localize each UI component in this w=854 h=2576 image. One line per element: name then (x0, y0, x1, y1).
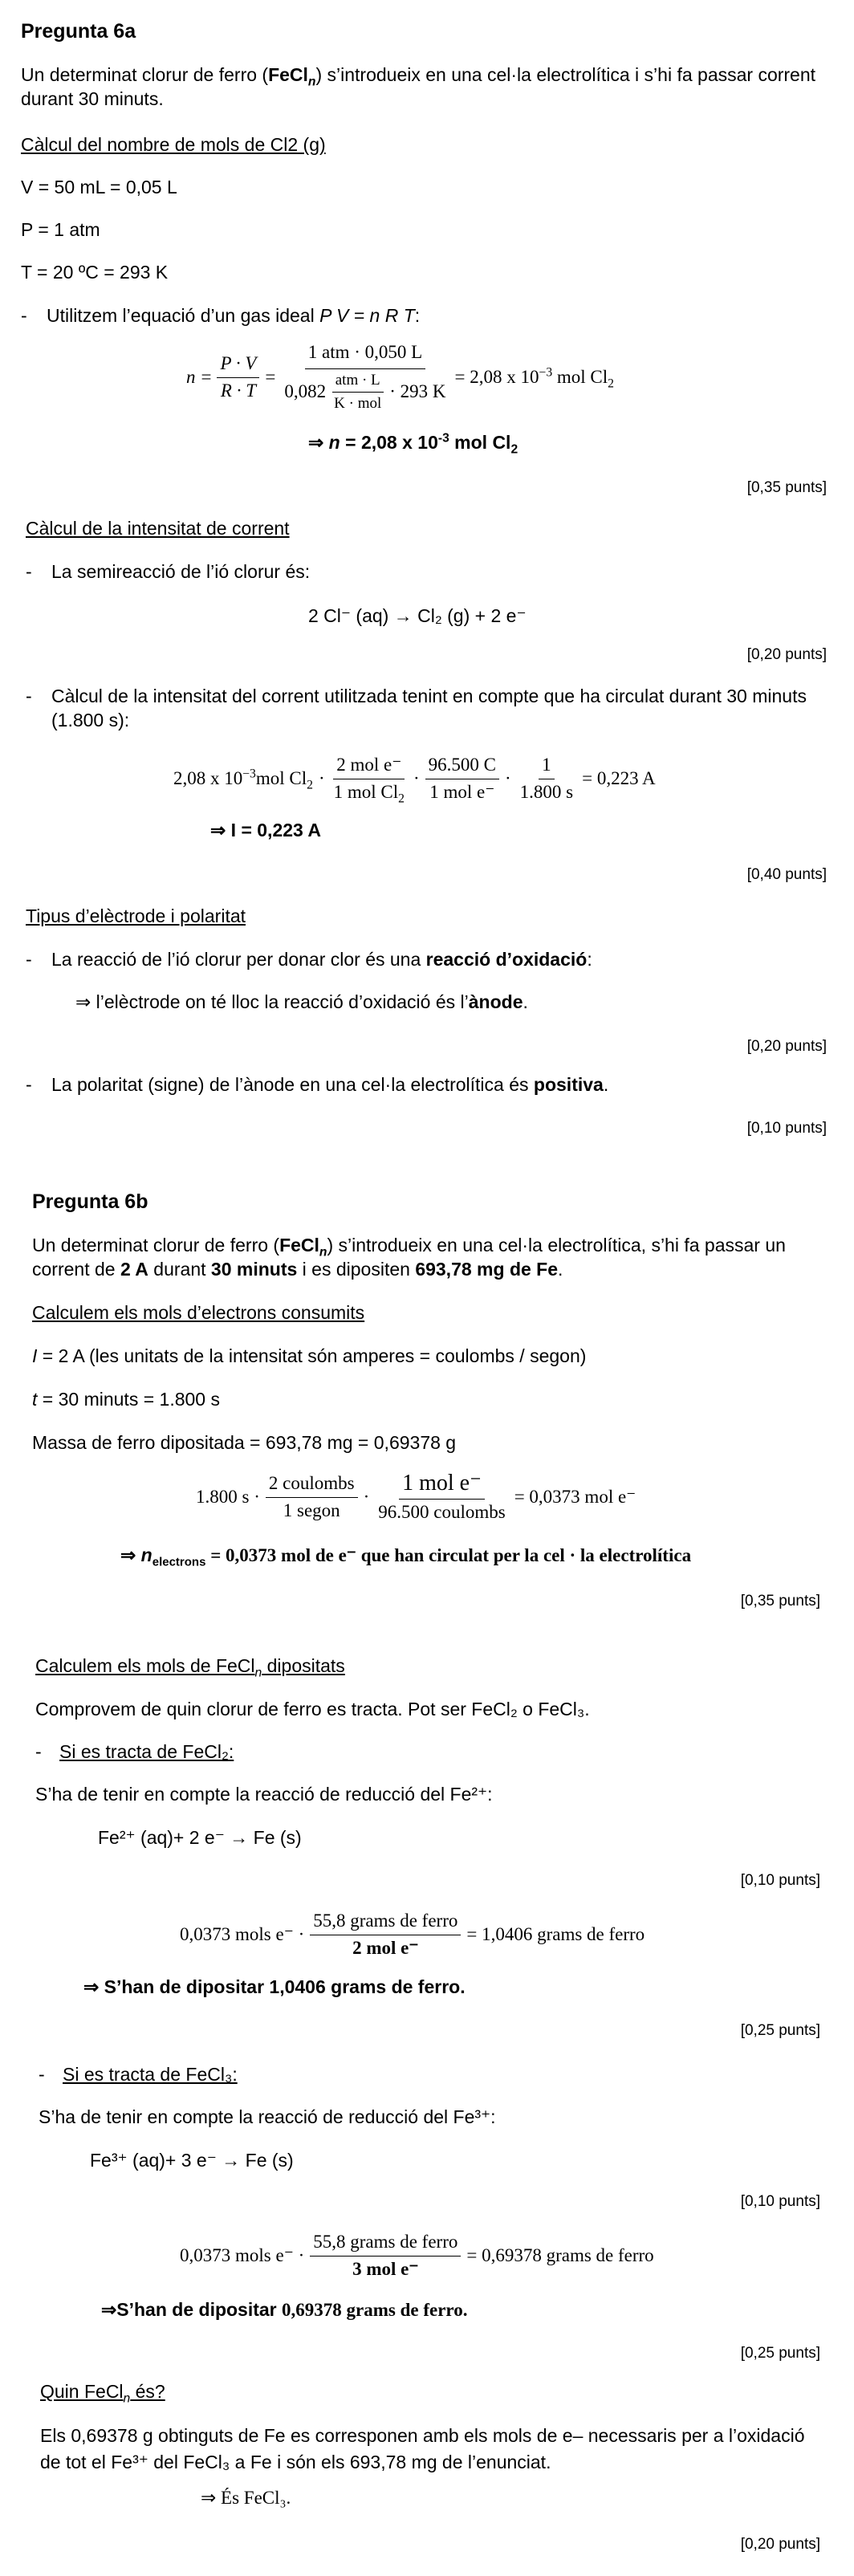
fecl3-result: ⇒S’han de dipositar 0,69378 grams de ferro. (101, 2299, 468, 2320)
electrons-result: ⇒ $n_{electrons} = 0,0373$ mol de e⁻ que han circulat per la cel · la electrolítica (120, 1544, 692, 1569)
section-heading-fecln: Calculem els mols de FeCl$_n$ dipositats (35, 1655, 345, 1680)
polarity-step: - La polaritat (signe) de l’ànode en una cel·la electrolítica és positiva. (26, 1074, 609, 1095)
fecl2-mass-equation: 0,0373 mols e⁻ · $\frac{\text{55,8 grams de ferro}}{\text{2 mol e⁻}}$ = 1,0406 grams de ferro (180, 1911, 645, 1958)
fe3-reduction: Fe³⁺ (aq)+ 3 e⁻ → Fe (s) (90, 2150, 294, 2171)
case-fecl2-heading: - Si es tracta de FeCl₂: (35, 1741, 234, 1762)
points-label: [0,10 punts] (740, 2193, 820, 2210)
section-heading-which-fecln: Quin FeCl$_n$ és? (40, 2381, 165, 2406)
fecl3-mass-equation: 0,0373 mols e⁻ · $\frac{\text{55,8 grams de ferro}}{\text{3 mol e⁻}}$ = 0,69378 grams de ferro (180, 2232, 654, 2279)
ideal-gas-step: - Utilitzem l’equació d’un gas ideal P V = n R T: (21, 305, 421, 326)
case-fecl3-text: S’ha de tenir en compte la reacció de reducció del Fe³⁺: (39, 2106, 496, 2127)
moles-cl2-result: ⇒ n = 2,08 x $10^{-3}$ mol $Cl_2$ (308, 431, 518, 457)
points-label: [0,20 punts] (740, 2536, 820, 2553)
fe2-reduction: Fe²⁺ (aq)+ 2 e⁻ → Fe (s) (98, 1827, 302, 1848)
current-result: ⇒ I = 0,223 A (210, 820, 321, 840)
temperature-value: T = 20 ºC = 293 K (21, 262, 169, 283)
ideal-gas-equation: n = $\frac{P \cdot V}{R \cdot T}$ = 1 atm · 0,050 L 0,082 $\frac{\text{atm · L}}{\text{K · mol}}$ · 293 K = 2,08 x $10^{-3}$ mol $Cl_2$ (186, 342, 614, 412)
section-heading-electrode: Tipus d’elèctrode i polaritat (26, 905, 246, 926)
points-label: [0,25 punts] (740, 2022, 820, 2039)
question-6b-statement: Un determinat clorur de ferro (FeCl$_n$) s’introdueix en una cel·la electrolítica, s’hi fa passar un corrent de 2 A durant 30 minuts i es dipositen 693,78 mg de Fe. (32, 1235, 786, 1280)
semireaction-step: - La semireacció de l’ió clorur és: (26, 561, 311, 582)
section-heading-moles-cl2: Càlcul del nombre de mols de Cl2 (g) (21, 134, 326, 155)
mass-value: Massa de ferro dipositada = 693,78 mg = 0,69378 g (32, 1432, 457, 1453)
case-fecl2-text: S’ha de tenir en compte la reacció de reducció del Fe²⁺: (35, 1784, 493, 1805)
question-6b-title: Pregunta 6b (32, 1190, 148, 1213)
points-label: [0,35 punts] (740, 1593, 820, 1609)
current-step: - Càlcul de la intensitat del corrent utilitzada tenint en compte que ha circulat durant 30 minuts (1.800 s): (26, 686, 807, 730)
conclusion-text: Els 0,69378 g obtinguts de Fe es corresponen amb els mols de e– necessaris per a l’oxidació de tot el Fe³⁺ del FeCl₃ a Fe i són els 693,78 mg de l’enunciat. (40, 2425, 805, 2472)
question-6a-title: Pregunta 6a (21, 20, 136, 43)
points-label: [0,20 punts] (746, 646, 827, 663)
check-chloride: Comprovem de quin clorur de ferro es tracta. Pot ser FeCl₂ o FeCl₃. (35, 1699, 590, 1719)
points-label: [0,25 punts] (740, 2345, 820, 2362)
points-label: [0,35 punts] (746, 479, 827, 496)
final-answer: ⇒ És FeCl₃. (201, 2488, 291, 2508)
pressure-value: P = 1 atm (21, 219, 100, 240)
points-label: [0,10 punts] (746, 1120, 827, 1137)
anode-conclusion: ⇒ l’elèctrode on té lloc la reacció d’oxidació és l’ànode. (75, 991, 528, 1012)
fecl2-result: ⇒ S’han de dipositar 1,0406 grams de ferro. (83, 1976, 466, 1997)
points-label: [0,10 punts] (740, 1872, 820, 1889)
section-heading-current: Càlcul de la intensitat de corrent (26, 518, 290, 539)
time-value: t = 30 minuts = 1.800 s (32, 1389, 220, 1410)
electrons-equation: 1.800 s · $\frac{\text{2 coulombs}}{\text{1 segon}}$ · $\frac{\text{1 mol e⁻}}{\text{96.500 coulombs}}$ = 0,0373 mol e⁻ (196, 1471, 636, 1523)
section-heading-electrons: Calculem els mols d’electrons consumits (32, 1302, 365, 1323)
chloride-semireaction: 2 Cl⁻ (aq) → Cl₂ (g) + 2 e⁻ (308, 605, 527, 626)
volume-value: V = 50 mL = 0,05 L (21, 177, 177, 197)
oxidation-step: - La reacció de l’ió clorur per donar clor és una reacció d’oxidació: (26, 949, 592, 970)
current-equation: 2,08 x $10^{-3}mol$ $Cl_2$ · $\frac{\text{2 mol e⁻}}{1 mol Cl_2}$ · $\frac{96.500 C}{\text{1 mol e⁻}}$ · $\frac{1}{1.800 s}$ = 0,223 A (173, 755, 656, 806)
points-label: [0,20 punts] (746, 1038, 827, 1055)
case-fecl3-heading: - Si es tracta de FeCl₃: (39, 2064, 238, 2085)
question-6a-statement: Un determinat clorur de ferro (FeCl$_n$) s’introdueix en una cel·la electrolítica i s’hi fa passar corrent durant 30 minuts. (21, 64, 816, 109)
points-label: [0,40 punts] (746, 866, 827, 883)
current-value: I = 2 A (les unitats de la intensitat són amperes = coulombs / segon) (32, 1345, 587, 1366)
